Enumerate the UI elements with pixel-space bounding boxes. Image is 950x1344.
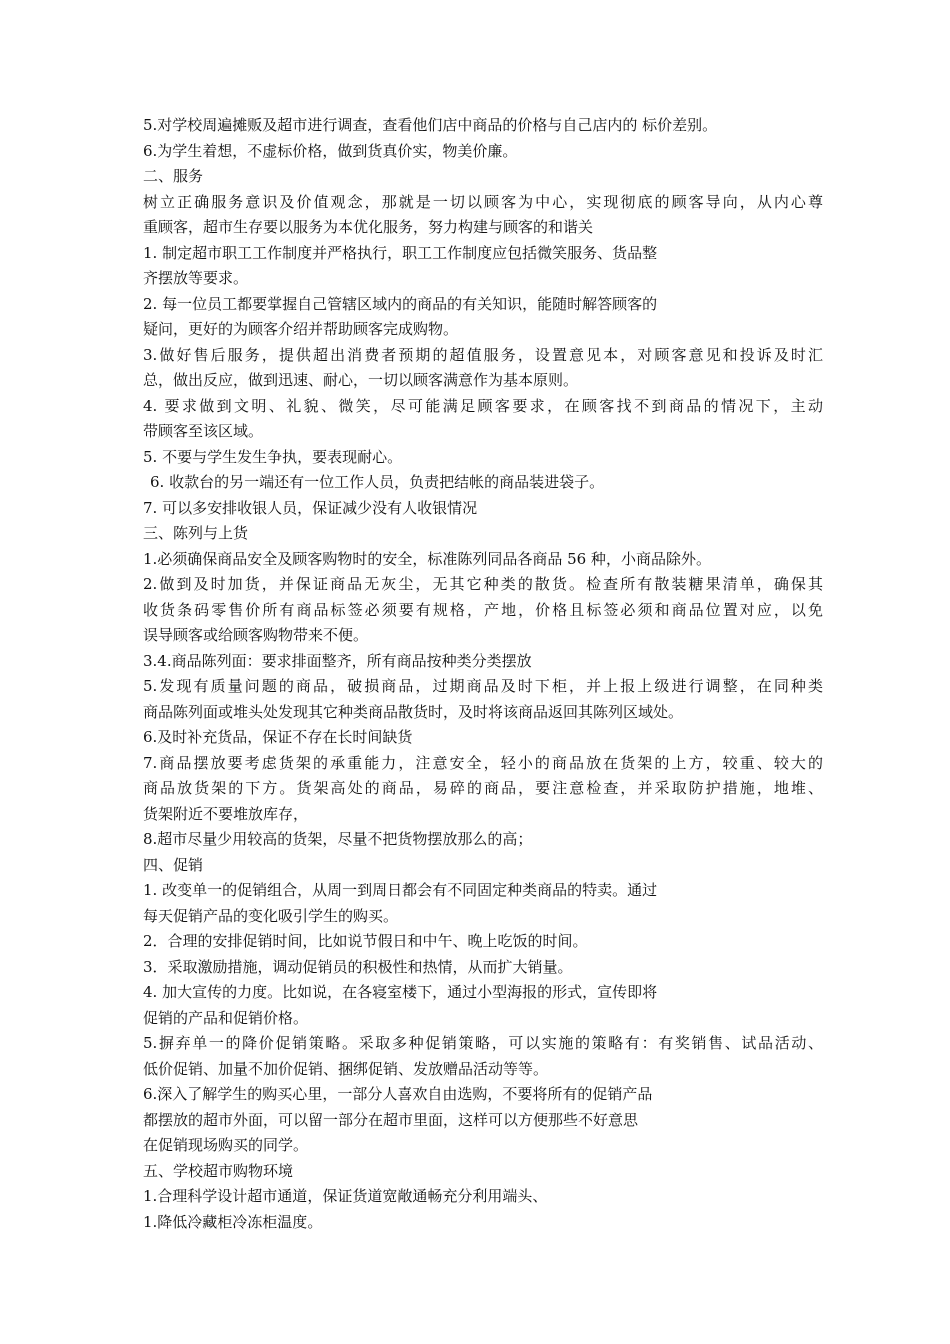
text-line: 促销的产品和促销价格。: [143, 1008, 309, 1027]
text-line: 带顾客至该区域。: [143, 422, 264, 440]
text-line: 2．合理的安排促销时间，比如说节假日和中午、晚上吃饭的时间。: [143, 932, 588, 950]
document-page: [143, 113, 823, 1235]
text-line: 商品陈列面或堆头处发现其它种类商品散货时，及时将该商品返回其陈列区域处。: [143, 702, 684, 721]
text-line: 总，做出反应，做到迅速、耐心，一切以顾客满意作为基本原则。: [143, 371, 579, 389]
text-line: 6.及时补充货品，保证不存在长时间缺货: [143, 728, 413, 746]
text-line: 5.发现有质量问题的商品，破损商品，过期商品及时下柜，并上报上级进行调整，在同种类: [143, 677, 823, 695]
text-line: 三、陈列与上货: [143, 524, 249, 542]
text-line: 2. 每一位员工都要掌握自己管辖区域内的商品的有关知识，能随时解答顾客的: [143, 294, 658, 313]
text-line: 商品放货架的下方。货架高处的商品，易碎的商品，要注意检查，并采取防护措施，地堆、: [143, 779, 823, 797]
text-line: 重顾客，超市生存要以服务为本优化服务，努力构建与顾客的和谐关: [143, 218, 594, 236]
text-line: 7.商品摆放要考虑货架的承重能力，注意安全，轻小的商品放在货架的上方，较重、较大的: [143, 753, 823, 772]
text-line: 5. 不要与学生发生争执，要表现耐心。: [143, 447, 403, 466]
text-line: 5.对学校周遍摊贩及超市进行调查，查看他们店中商品的价格与自己店内的 标价差别。: [143, 116, 718, 134]
text-line: 2.做到及时加货，并保证商品无灰尘，无其它种类的散货。检查所有散装糖果清单，确保其: [143, 575, 823, 593]
text-line: 6.深入了解学生的购买心里，一部分人喜欢自由选购，不要将所有的促销产品: [143, 1085, 653, 1103]
text-line: 4. 加大宣传的力度。比如说，在各寝室楼下，通过小型海报的形式，宣传即将: [143, 983, 658, 1001]
text-line: 1.降低冷藏柜冷冻柜温度。: [143, 1212, 323, 1231]
text-line: 8.超市尽量少用较高的货架，尽量不把货物摆放那么的高；: [143, 830, 533, 848]
text-line: 1.必须确保商品安全及顾客购物时的安全，标准陈列同品各商品 56 种，小商品除外。: [143, 549, 711, 568]
text-line: 都摆放的超市外面，可以留一部分在超市里面，这样可以方便那些不好意思: [143, 1110, 639, 1129]
text-line: 五、学校超市购物环境: [143, 1161, 294, 1180]
text-line: 每天促销产品的变化吸引学生的购买。: [143, 906, 399, 925]
text-line: 3.4.商品陈列面：要求排面整齐，所有商品按种类分类摆放: [143, 651, 532, 670]
text-line: 误导顾客或给顾客购物带来不便。: [143, 626, 369, 644]
text-line: 3.做好售后服务，提供超出消费者预期的超值服务，设置意见本，对顾客意见和投诉及时汇: [143, 345, 823, 364]
text-line: 5.摒弃单一的降价促销策略。采取多种促销策略，可以实施的策略有：有奖销售、试品活动、: [143, 1034, 823, 1052]
text-line: 二、服务: [143, 167, 204, 185]
text-line: 树立正确服务意识及价值观念，那就是一切以顾客为中心，实现彻底的顾客导向，从内心尊: [143, 192, 823, 211]
text-line: 在促销现场购买的同学。: [143, 1136, 309, 1154]
text-line: 收货条码零售价所有商品标签必须要有规格，产地，价格且标签必须和商品位置对应，以免: [143, 600, 823, 619]
text-line: 疑问，更好的为顾客介绍并帮助顾客完成购物。: [143, 320, 459, 338]
text-line: 齐摆放等要求。: [143, 269, 249, 287]
text-line: 1. 制定超市职工工作制度并严格执行，职工工作制度应包括微笑服务、货品整: [143, 243, 658, 262]
text-line: 低价促销、加量不加价促销、捆绑促销、发放赠品活动等等。: [143, 1059, 549, 1078]
text-line: 4. 要求做到文明、礼貌、微笑，尽可能满足顾客要求，在顾客找不到商品的情况下，主动: [143, 396, 823, 415]
text-line: 货架附近不要堆放库存，: [143, 804, 309, 823]
text-line: 1.合理科学设计超市通道，保证货道宽敞通畅充分利用端头、: [143, 1187, 548, 1205]
text-line: 1. 改变单一的促销组合，从周一到周日都会有不同固定种类商品的特卖。通过: [143, 881, 658, 899]
text-line: 7. 可以多安排收银人员，保证减少没有人收银情况: [143, 498, 478, 517]
text-line: 6. 收款台的另一端还有一位工作人员，负责把结帐的商品装进袋子。: [150, 473, 605, 491]
text-line: 四、促销: [143, 855, 204, 874]
text-line: 6.为学生着想，不虚标价格，做到货真价实，物美价廉。: [143, 141, 518, 160]
text-line: 3．采取激励措施，调动促销员的积极性和热情，从而扩大销量。: [143, 957, 573, 976]
